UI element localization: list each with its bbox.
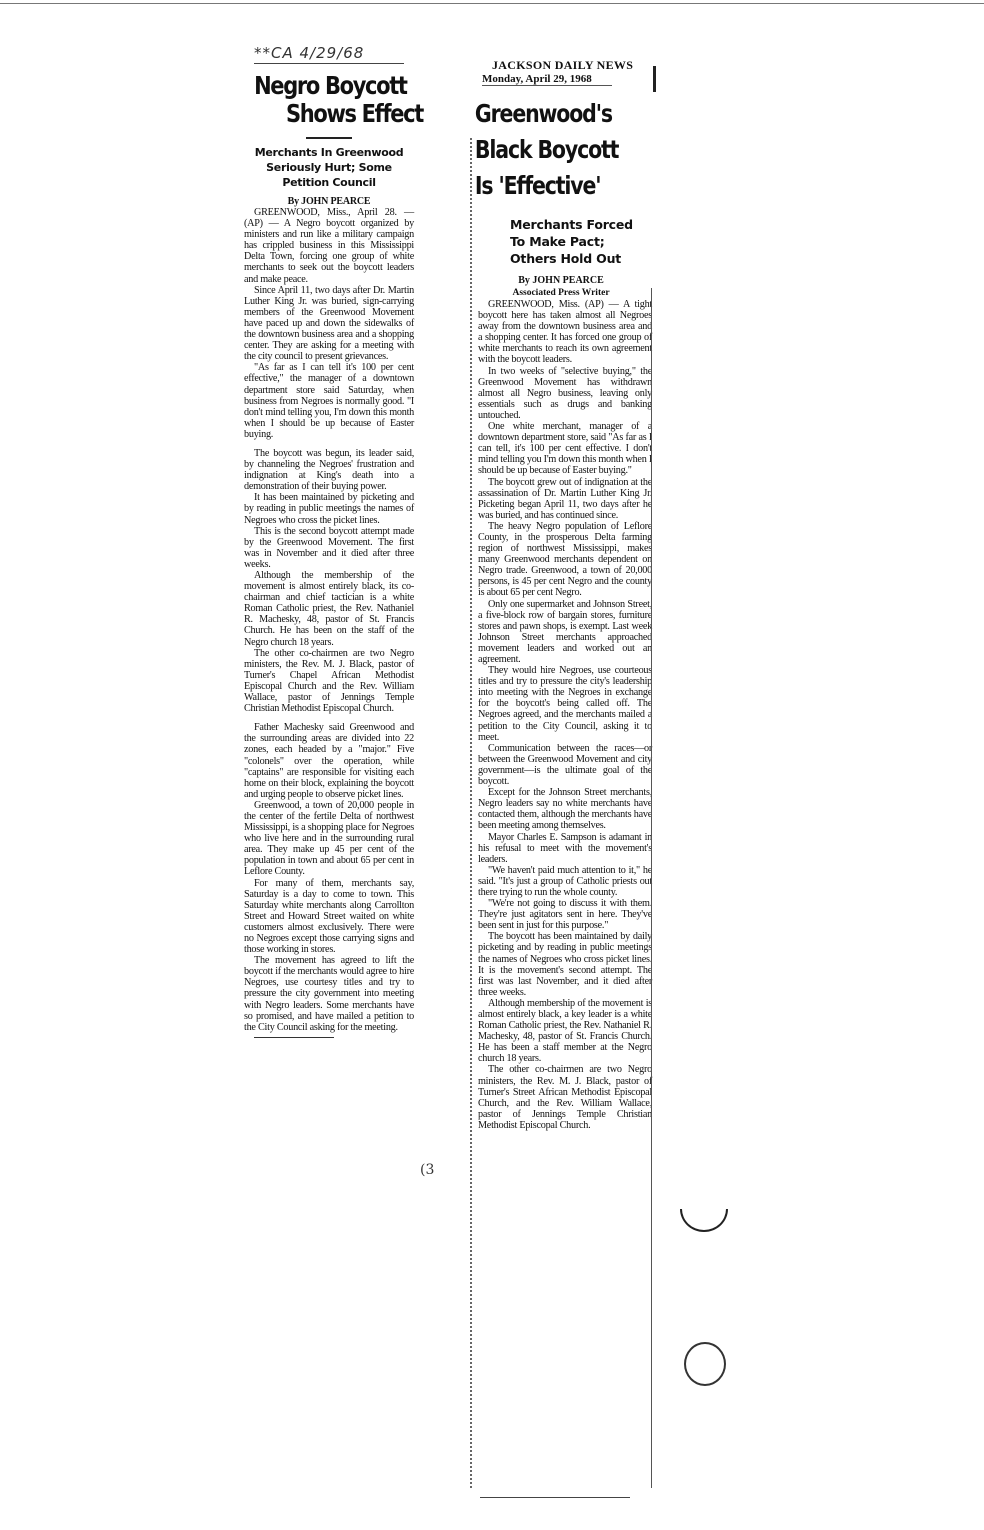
headline-line-2: Shows Effect — [286, 99, 423, 128]
headline-rule — [306, 137, 352, 139]
newspaper-name: JACKSON DAILY NEWS — [492, 58, 634, 72]
paragraph: One white merchant, manager of a downtown department store, said "As far as I can tell, it's 100 per cent effective. I don't mind telling you I'm down this month when I should be up because of Easter buying." — [478, 421, 652, 477]
end-rule — [254, 1037, 334, 1038]
subheadline-line-3: Petition Council — [282, 176, 376, 189]
paragraph: Greenwood, a town of 20,000 people in the center of the fertile Delta of northwest Mississippi, is a shopping place for Negroes who live here and in the surrounding rural area. They make up 45 per cent of the population in town and about 65 per cent in Leflore County. — [244, 799, 414, 878]
article-body — [244, 207, 414, 1033]
byline: By JOHN PEARCE — [287, 196, 371, 207]
headline-line-1: Greenwood's — [474, 99, 612, 128]
paragraph: Except for the Johnson Street merchants, Negro leaders say no white merchants have contacted them, although the merchants have been meeting among themselves. — [478, 787, 652, 832]
subheadline-line-2: Seriously Hurt; Some — [266, 161, 392, 174]
paragraph: The movement has agreed to lift the boycott if the merchants would agree to hire Negroes, use courtesy titles and try to pressure the city government into meeting with Negro leaders. Some merchants have so promised, and have mailed a petition to the City Council asking for the meeting. — [244, 955, 414, 1033]
subheadline-line-2: To Make Pact; — [510, 234, 605, 249]
byline — [470, 275, 652, 299]
subheadline-line-1: Merchants Forced — [510, 217, 633, 232]
paragraph: Mayor Charles E. Sampson is adamant in his refusal to meet with the movement's leaders. — [478, 831, 652, 865]
headline-line-1: Negro Boycott — [254, 71, 407, 100]
clipping-left-border — [470, 138, 475, 1488]
paragraph: This is the second boycott attempt made by the Greenwood Movement. The first was in November and it died after three weeks. — [244, 525, 414, 570]
clipping-commercial-appeal — [244, 44, 423, 1472]
article-body — [478, 299, 652, 1131]
paragraph: GREENWOOD, Miss. (AP) — A tight boycott here has taken almost all Negroes away from the downtown business area and a shopping center. It has forced one group of white merchants to reach its own agreement with the boycott leaders. — [478, 299, 652, 366]
paragraph: It has been maintained by picketing and by reading in public meetings the names of Negroes who cross the picket lines. — [244, 492, 414, 526]
paragraph: "We haven't paid much attention to it," he said. "It's just a group of Catholic priests out there trying to run the whole county. — [478, 864, 652, 898]
paragraph: Communication between the races—or between the Greenwood Movement and city government—is the ultimate goal of the boycott. — [478, 742, 652, 788]
punch-hole-bottom — [684, 1342, 726, 1386]
paragraph: Since April 11, two days after Dr. Martin Luther King Jr. was buried, sign-carrying members of the Greenwood Movement have paced up and down the sidewalks of the downtown business area and a shopping center. They are asking for a meeting with the city council to present grievances. — [244, 284, 414, 363]
subheadline — [244, 145, 414, 190]
byline-affiliation: Associated Press Writer — [512, 288, 610, 298]
subheadline-line-3: Others Hold Out — [510, 251, 622, 266]
headline — [470, 96, 619, 204]
handwritten-date-note: **CA 4/29/68 — [254, 44, 404, 64]
bottom-rule — [480, 1497, 630, 1498]
paragraph: In two weeks of "selective buying," the Greenwood Movement has withdrawn almost all Negro business, leaving only essentials such as drugs and banking untouched. — [478, 365, 652, 421]
subheadline — [510, 216, 652, 267]
paragraph: Father Machesky said Greenwood and the surrounding areas are divided into 22 zones, each headed by a "major." Five "colonels" over the operation, while "captains" are responsible for visiting each home on their block, explaining the boycott and urging people to observe picket lines. — [244, 722, 414, 800]
headline — [244, 71, 423, 128]
paragraph: The boycott was begun, its leader said, by channeling the Negroes' frustration and indignation at King's death into a demonstration of their buying power. — [244, 447, 414, 493]
paragraph: The boycott has been maintained by daily picketing and by reading in public meetings the names of Negroes who cross picket lines. It is the movement's second attempt. The first was last November, and it died after three weeks. — [478, 931, 652, 998]
paragraph: The other co-chairmen are two Negro ministers, the Rev. M. J. Black, pastor of Turner's Street African Methodist Episcopal Church, and the Rev. William Wallace, pastor of Jennings Temple Christian Methodist Episcopal Church. — [478, 1064, 652, 1131]
publication-date: Monday, April 29, 1968 — [482, 73, 612, 86]
paragraph: Although membership of the movement is almost entirely black, a key leader is a white Roman Catholic priest, the Rev. Nathaniel R. Machesky, 48, pastor of St. Francis Church. He has been a staff member at the Negro church 18 years. — [478, 997, 652, 1065]
paragraph: Only one supermarket and Johnson Street, a five-block row of bargain stores, furniture stores and pawn shops, is exempt. Last week Johnson Street merchants approached movement leaders and worked out an agreement. — [478, 598, 652, 665]
subheadline-line-1: Merchants In Greenwood — [254, 146, 404, 159]
paragraph: They would hire Negroes, use courteous titles and try to pressure the city's leadership into meeting with the Negroes in exchange for the boycott's being called off. The Negroes agreed, and the merchants mailed a petition to the City Council, asking it to meet. — [478, 665, 652, 743]
clipping-jackson-daily-news — [470, 58, 652, 1498]
top-edge-line — [0, 3, 984, 4]
paragraph: The boycott grew out of indignation at the assassination of Dr. Martin Luther King Jr. Picketing began April 11, two days after he was buried, and has continued since. — [478, 476, 652, 521]
margin-mark: (3 — [420, 1162, 435, 1178]
paragraph: The other co-chairmen are two Negro ministers, the Rev. M. J. Black, pastor of Turner's Chapel African Methodist Episcopal Church and the Rev. William Wallace, pastor of Jennings Temple Christian Methodist Episcopal Church. — [244, 647, 414, 715]
paragraph: Although the membership of the movement is almost entirely black, its co-chairman and chief tactician is a white Roman Catholic priest, the Rev. Nathaniel R. Machesky, 48, pastor of St. Francis Church. He has been on the staff of the Negro church 18 years. — [244, 570, 414, 648]
paragraph: "As far as I can tell it's 100 per cent effective," the manager of a downtown department store said Saturday, when business from Negroes is normally good. "I don't mind telling you, I'm down this month when I should be up because of Easter buying. — [244, 362, 414, 440]
byline-name: By JOHN PEARCE — [518, 275, 604, 286]
punch-hole-top — [680, 1186, 728, 1232]
clipping-right-border — [651, 288, 652, 1488]
paragraph: For many of them, merchants say, Saturday is a day to come to town. This Saturday white merchants along Carrollton Street and Howard Street waited on white customers almost exclusively. There were no Negroes except those carrying signs and those working in stores. — [244, 877, 414, 956]
margin-tick — [653, 66, 656, 92]
headline-line-3: Is 'Effective' — [474, 171, 601, 200]
headline-line-2: Black Boycott — [474, 135, 619, 164]
paragraph: GREENWOOD, Miss., April 28. — (AP) — A Negro boycott organized by ministers and run like a military campaign has crippled business in this Mississippi Delta Town, forcing one group of white merchants to seek out the boycott leaders and make peace. — [244, 207, 414, 285]
paragraph: "We're not going to discuss it with them. They're just agitators sent in here. They've been sent in just for this purpose." — [478, 898, 652, 932]
paragraph: The heavy Negro population of Leflore County, in the prosperous Delta farming region of northwest Mississippi, makes many Greenwood merchants dependent on Negro trade. Greenwood, a town of 20,000 persons, is 45 per cent Negro and the county is about 65 per cent Negro. — [478, 520, 652, 599]
